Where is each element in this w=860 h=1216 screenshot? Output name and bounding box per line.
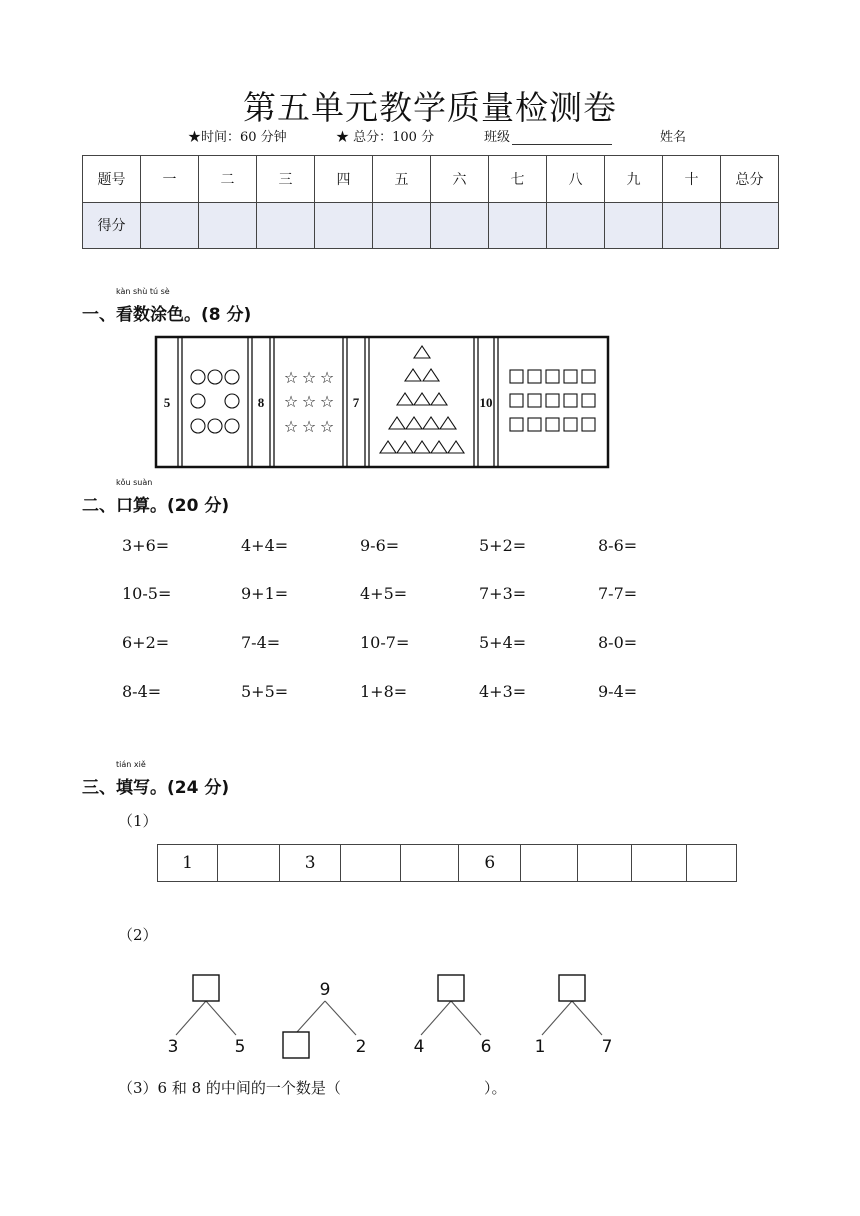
- sequence-cell: 3: [279, 845, 340, 881]
- star-icon[interactable]: ☆: [283, 417, 299, 436]
- section3-heading: [82, 760, 230, 798]
- bond-right-number: 7: [601, 1037, 613, 1057]
- bond-left-number: 3: [167, 1037, 179, 1057]
- sequence-cell: 6: [458, 845, 520, 881]
- circle-shape[interactable]: [191, 370, 205, 384]
- triangle-shape[interactable]: [448, 441, 464, 453]
- answer-box[interactable]: [559, 975, 585, 1001]
- answer-box[interactable]: [283, 1032, 309, 1058]
- sequence-cell[interactable]: [340, 845, 400, 881]
- section1-heading: [82, 287, 252, 325]
- color-by-number-figure: [154, 335, 610, 469]
- arithmetic-item[interactable]: 5+5=: [241, 682, 289, 701]
- section3-word: 填写: [116, 778, 150, 798]
- circle-shape[interactable]: [191, 394, 205, 408]
- score-cell[interactable]: [431, 202, 489, 249]
- triangle-shape[interactable]: [406, 417, 422, 429]
- triangle-shape[interactable]: [423, 417, 439, 429]
- header-cell: 二: [199, 156, 257, 203]
- sequence-cell[interactable]: [631, 845, 686, 881]
- arithmetic-item[interactable]: 4+4=: [241, 536, 289, 555]
- score-cell[interactable]: [257, 202, 315, 249]
- triangle-shape[interactable]: [397, 441, 413, 453]
- header-cell: 一: [141, 156, 199, 203]
- class-blank[interactable]: [512, 132, 612, 145]
- section2-word: 口算: [116, 496, 150, 516]
- bond-right-number: 2: [355, 1037, 367, 1057]
- score-table-score-row: [83, 202, 779, 249]
- header-cell: 九: [605, 156, 663, 203]
- star-icon[interactable]: ☆: [301, 392, 317, 411]
- header-cell: 三: [257, 156, 315, 203]
- arithmetic-item[interactable]: 4+5=: [360, 584, 408, 603]
- square-shape[interactable]: [528, 370, 541, 383]
- arithmetic-item[interactable]: 8-0=: [598, 633, 638, 652]
- circle-shape[interactable]: [225, 419, 239, 433]
- question1-label: （1）: [118, 812, 158, 830]
- score-cell[interactable]: [373, 202, 431, 249]
- header-cell: 五: [373, 156, 431, 203]
- bond-right-number: 5: [234, 1037, 246, 1057]
- count-label-8: 8: [257, 395, 265, 410]
- arithmetic-item[interactable]: 7-7=: [598, 584, 638, 603]
- question3-text: （3）6 和 8 的中间的一个数是（: [118, 1079, 341, 1097]
- section2-pinyin: kǒu suàn: [116, 478, 153, 487]
- star-icon[interactable]: ☆: [319, 417, 335, 436]
- arithmetic-item[interactable]: 3+6=: [122, 536, 170, 555]
- triangle-shape[interactable]: [405, 369, 421, 381]
- score-cell[interactable]: [489, 202, 547, 249]
- score-cell[interactable]: [199, 202, 257, 249]
- arithmetic-item[interactable]: 7+3=: [479, 584, 527, 603]
- count-label-10: 10: [479, 395, 493, 410]
- star-icon[interactable]: ☆: [319, 368, 335, 387]
- triangle-shape[interactable]: [414, 441, 430, 453]
- name-label: 姓名: [660, 130, 687, 145]
- square-shape[interactable]: [564, 394, 577, 407]
- page-title: 第五单元教学质量检测卷: [243, 88, 617, 127]
- star-icon[interactable]: ☆: [319, 392, 335, 411]
- score-cell[interactable]: [141, 202, 199, 249]
- number-sequence-grid: [157, 844, 737, 882]
- square-shape[interactable]: [528, 418, 541, 431]
- triangle-shape[interactable]: [414, 393, 430, 405]
- circle-shape[interactable]: [225, 394, 239, 408]
- star-icon[interactable]: ☆: [283, 368, 299, 387]
- question2-label: （2）: [118, 926, 158, 944]
- arithmetic-item[interactable]: 9-4=: [598, 682, 638, 701]
- triangle-shape[interactable]: [431, 393, 447, 405]
- total-score-info: ★ 总分：100 分: [336, 130, 435, 145]
- square-shape[interactable]: [582, 418, 595, 431]
- sequence-cell[interactable]: [577, 845, 630, 881]
- section3-number: 三、: [82, 778, 116, 798]
- arithmetic-item[interactable]: 5+4=: [479, 633, 527, 652]
- section2-number: 二、: [82, 496, 116, 516]
- square-shape[interactable]: [564, 370, 577, 383]
- time-info: ★时间：60 分钟: [188, 130, 287, 145]
- arithmetic-item[interactable]: 6+2=: [122, 633, 170, 652]
- sequence-cell[interactable]: [400, 845, 458, 881]
- square-shape[interactable]: [510, 370, 523, 383]
- class-field[interactable]: [484, 126, 612, 145]
- score-cell[interactable]: [547, 202, 605, 249]
- arithmetic-item[interactable]: 5+2=: [479, 536, 527, 555]
- score-cell[interactable]: [663, 202, 721, 249]
- section1-word: 看数涂色: [116, 305, 184, 325]
- score-cell[interactable]: [315, 202, 373, 249]
- number-bond-diagrams: [150, 965, 630, 1065]
- section1-rest: 。(8 分): [184, 305, 252, 325]
- section1-number: 一、: [82, 305, 116, 325]
- triangle-shape[interactable]: [414, 346, 430, 358]
- arithmetic-item[interactable]: 4+3=: [479, 682, 527, 701]
- score-table: [82, 155, 779, 249]
- count-label-7: 7: [352, 395, 360, 410]
- header-cell: 七: [489, 156, 547, 203]
- score-row-label: 得分: [83, 202, 141, 249]
- square-shape[interactable]: [582, 394, 595, 407]
- circle-shape[interactable]: [191, 419, 205, 433]
- class-label: 班级: [484, 130, 511, 145]
- score-cell[interactable]: [721, 202, 779, 249]
- circle-shape[interactable]: [225, 370, 239, 384]
- section3-pinyin: tián xiě: [116, 760, 146, 769]
- circle-shape[interactable]: [208, 370, 222, 384]
- sequence-cell[interactable]: [686, 845, 736, 881]
- arithmetic-item[interactable]: 7-4=: [241, 633, 281, 652]
- bond-left-number: 4: [413, 1037, 425, 1057]
- sequence-cell[interactable]: [520, 845, 577, 881]
- header-cell: 八: [547, 156, 605, 203]
- square-shape[interactable]: [546, 394, 559, 407]
- header-cell: 四: [315, 156, 373, 203]
- square-shape[interactable]: [546, 370, 559, 383]
- answer-box[interactable]: [438, 975, 464, 1001]
- score-cell[interactable]: [605, 202, 663, 249]
- circle-shape[interactable]: [208, 419, 222, 433]
- arithmetic-item[interactable]: 8-4=: [122, 682, 162, 701]
- question3-close: ）。: [484, 1079, 507, 1097]
- square-shape[interactable]: [510, 418, 523, 431]
- arithmetic-item[interactable]: 10-7=: [360, 633, 410, 652]
- arithmetic-item[interactable]: 10-5=: [122, 584, 172, 603]
- bond-top-number: 9: [319, 980, 331, 1000]
- triangle-shape[interactable]: [380, 441, 396, 453]
- score-table-header-row: [83, 156, 779, 203]
- section2-rest: 。(20 分): [150, 496, 230, 516]
- square-shape[interactable]: [582, 370, 595, 383]
- star-icon[interactable]: ☆: [283, 392, 299, 411]
- triangle-shape[interactable]: [397, 393, 413, 405]
- square-shape[interactable]: [510, 394, 523, 407]
- question3-answer-blank[interactable]: [400, 1077, 480, 1097]
- section1-pinyin: kàn shù tú sè: [116, 287, 170, 296]
- triangle-shape[interactable]: [389, 417, 405, 429]
- square-shape[interactable]: [528, 394, 541, 407]
- section3-rest: 。(24 分): [150, 778, 230, 798]
- square-shape[interactable]: [546, 418, 559, 431]
- sequence-cell[interactable]: [217, 845, 279, 881]
- bond-right-number: 6: [480, 1037, 492, 1057]
- arithmetic-item[interactable]: 9-6=: [360, 536, 400, 555]
- star-icon[interactable]: ☆: [301, 417, 317, 436]
- arithmetic-item[interactable]: 8-6=: [598, 536, 638, 555]
- answer-box[interactable]: [193, 975, 219, 1001]
- bond-left-number: 1: [534, 1037, 546, 1057]
- triangle-shape[interactable]: [440, 417, 456, 429]
- triangle-shape[interactable]: [423, 369, 439, 381]
- header-cell: 题号: [83, 156, 141, 203]
- section2-heading: [82, 478, 230, 516]
- sequence-cell: 1: [182, 853, 193, 873]
- header-cell: 十: [663, 156, 721, 203]
- star-icon[interactable]: ☆: [301, 368, 317, 387]
- arithmetic-item[interactable]: 9+1=: [241, 584, 289, 603]
- header-cell: 六: [431, 156, 489, 203]
- count-label-5: 5: [163, 395, 171, 410]
- arithmetic-item[interactable]: 1+8=: [360, 682, 408, 701]
- square-shape[interactable]: [564, 418, 577, 431]
- triangle-shape[interactable]: [431, 441, 447, 453]
- header-cell: 总分: [721, 156, 779, 203]
